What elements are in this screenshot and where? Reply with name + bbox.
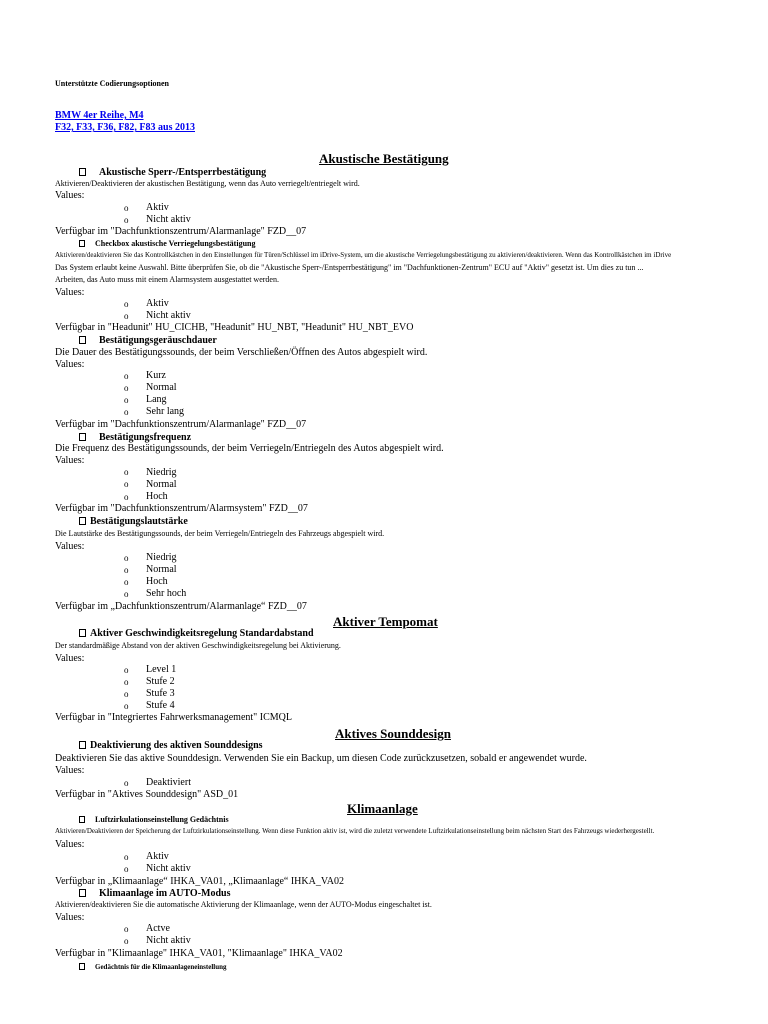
- values-label: Values:: [55, 765, 85, 776]
- option-value: Kurz: [146, 370, 166, 381]
- item-description: Aktivieren/deaktivieren Sie die automatische Aktivierung der Klimaanlage, wenn der AUTO-Modus eingeschaltet ist.: [55, 900, 432, 909]
- item-description: Das System erlaubt keine Auswahl. Bitte überprüfen Sie, ob die "Akustische Sperr-/Entsperrbestätigung" im "Dachfunktionen-Zentrum" ECU auf "Aktiv" gesetzt ist. Um dies zu tun ...: [55, 263, 644, 272]
- values-label: Values:: [55, 190, 85, 201]
- checkbox-icon: [79, 741, 86, 749]
- section-heading-climate: Klimaanlage: [347, 801, 418, 816]
- option-value: Stufe 3: [146, 688, 175, 699]
- item-title-volume: Bestätigungslautstärke: [79, 517, 188, 527]
- option-value: Level 1: [146, 664, 177, 675]
- checkbox-icon: [79, 168, 86, 176]
- bullet-icon: o: [124, 492, 129, 502]
- checkbox-icon: [79, 889, 86, 897]
- checkbox-icon: [79, 517, 86, 525]
- bullet-icon: o: [124, 383, 129, 393]
- item-title-ac-auto-mode: Klimaanlage im AUTO-Modus: [79, 889, 231, 899]
- item-title-sound-design-off: Deaktivierung des aktiven Sounddesigns: [79, 741, 263, 751]
- item-title-lock-checkbox: Checkbox akustische Verriegelungsbestätigung: [79, 240, 255, 248]
- bullet-icon: o: [124, 852, 129, 862]
- availability-text: Verfügbar in „Klimaanlage“ IHKA_VA01, „Klimaanlage“ IHKA_VA02: [55, 876, 344, 887]
- values-label: Values:: [55, 839, 85, 850]
- values-label: Values:: [55, 359, 85, 370]
- item-title-ac-setting-memory: Gedächtnis für die Klimaanlageneinstellung: [79, 963, 227, 971]
- values-label: Values:: [55, 653, 85, 664]
- option-value: Nicht aktiv: [146, 310, 191, 321]
- option-value: Niedrig: [146, 467, 177, 478]
- item-description: Die Dauer des Bestätigungssounds, der beim Verschließen/Öffnen des Autos abgespielt wird.: [55, 347, 428, 358]
- item-description: Aktivieren/Deaktivieren der akustischen Bestätigung, wenn das Auto verriegelt/entriegelt wird.: [55, 179, 360, 188]
- bullet-icon: o: [124, 701, 129, 711]
- option-value: Sehr hoch: [146, 588, 187, 599]
- bullet-icon: o: [124, 565, 129, 575]
- bullet-icon: o: [124, 589, 129, 599]
- bullet-icon: o: [124, 665, 129, 675]
- checkbox-icon: [79, 336, 86, 344]
- option-value: Aktiv: [146, 851, 169, 862]
- option-value: Nicht aktiv: [146, 863, 191, 874]
- item-title-frequency: Bestätigungsfrequenz: [79, 433, 191, 443]
- bullet-icon: o: [124, 864, 129, 874]
- checkbox-icon: [79, 629, 86, 637]
- values-label: Values:: [55, 455, 85, 466]
- link-model-name[interactable]: BMW 4er Reihe, M4: [55, 110, 144, 121]
- availability-text: Verfügbar in "Aktives Sounddesign" ASD_01: [55, 789, 239, 800]
- checkbox-icon: [79, 240, 85, 247]
- link-model-codes[interactable]: F32, F33, F36, F82, F83 aus 2013: [55, 122, 195, 133]
- bullet-icon: o: [124, 577, 129, 587]
- item-description: Aktivieren/Deaktivieren der Speicherung der Luftzirkulationseinstellung. Wenn diese Funktion aktiv ist, wird die zuletzt verwendete Luftzirkulationseinstellung beim nächsten Start des Fahrzeugs wiederhergestellt.: [55, 827, 655, 835]
- bullet-icon: o: [124, 677, 129, 687]
- bullet-icon: o: [124, 778, 129, 788]
- bullet-icon: o: [124, 371, 129, 381]
- item-description: Aktivieren/deaktivieren Sie das Kontrollkästchen in den Einstellungen für Türen/Schlüssel im iDrive-System, um die akustische Verriegelungsbestätigung zu aktivieren/deaktivieren. Wenn das Kontrollkästchen im iDrive: [55, 251, 672, 259]
- availability-text: Verfügbar in "Headunit" HU_CICHB, "Headunit" HU_NBT, "Headunit" HU_NBT_EVO: [55, 322, 414, 333]
- values-label: Values:: [55, 541, 85, 552]
- option-value: Actve: [146, 923, 170, 934]
- checkbox-icon: [79, 816, 85, 823]
- item-title-lock-confirmation: Akustische Sperr-/Entsperrbestätigung: [79, 168, 266, 178]
- values-label: Values:: [55, 912, 85, 923]
- availability-text: Verfügbar im „Dachfunktionszentrum/Alarmanlage“ FZD__07: [55, 601, 307, 612]
- bullet-icon: o: [124, 215, 129, 225]
- checkbox-icon: [79, 433, 86, 441]
- option-value: Hoch: [146, 576, 168, 587]
- option-value: Niedrig: [146, 552, 177, 563]
- item-title-air-recirculation-memory: Luftzirkulationseinstellung Gedächtnis: [79, 816, 229, 824]
- item-description: Die Lautstärke des Bestätigungssounds, der beim Verriegeln/Entriegeln des Fahrzeugs abgespielt wird.: [55, 529, 385, 538]
- availability-text: Verfügbar in "Integriertes Fahrwerksmanagement" ICMQL: [55, 712, 292, 723]
- option-value: Normal: [146, 382, 177, 393]
- option-value: Aktiv: [146, 298, 169, 309]
- option-value: Normal: [146, 564, 177, 575]
- checkbox-icon: [79, 963, 85, 970]
- section-heading-sound-design: Aktives Sounddesign: [335, 726, 451, 741]
- bullet-icon: o: [124, 936, 129, 946]
- availability-text: Verfügbar in "Klimaanlage" IHKA_VA01, "Klimaanlage" IHKA_VA02: [55, 948, 343, 959]
- item-description: Arbeiten, das Auto muss mit einem Alarmsystem ausgestattet werden.: [55, 275, 279, 284]
- availability-text: Verfügbar im "Dachfunktionszentrum/Alarmanlage" FZD__07: [55, 419, 307, 430]
- values-label: Values:: [55, 287, 85, 298]
- option-value: Nicht aktiv: [146, 935, 191, 946]
- bullet-icon: o: [124, 467, 129, 477]
- bullet-icon: o: [124, 553, 129, 563]
- bullet-icon: o: [124, 479, 129, 489]
- item-description: Deaktivieren Sie das aktive Sounddesign. Verwenden Sie ein Backup, um diesen Code zurückzusetzen, sobald er angewendet wurde.: [55, 753, 587, 764]
- availability-text: Verfügbar im "Dachfunktionszentrum/Alarmsystem" FZD__07: [55, 503, 308, 514]
- option-value: Sehr lang: [146, 406, 185, 417]
- bullet-icon: o: [124, 299, 129, 309]
- option-value: Stufe 2: [146, 676, 175, 687]
- bullet-icon: o: [124, 689, 129, 699]
- item-title-sound-duration: Bestätigungsgeräuschdauer: [79, 336, 217, 346]
- option-value: Stufe 4: [146, 700, 175, 711]
- bullet-icon: o: [124, 407, 129, 417]
- bullet-icon: o: [124, 395, 129, 405]
- option-value: Hoch: [146, 491, 168, 502]
- option-value: Aktiv: [146, 202, 169, 213]
- option-value: Deaktiviert: [146, 777, 191, 788]
- availability-text: Verfügbar im "Dachfunktionszentrum/Alarmanlage" FZD__07: [55, 226, 307, 237]
- bullet-icon: o: [124, 311, 129, 321]
- option-value: Normal: [146, 479, 177, 490]
- document-title: Unterstützte Codierungsoptionen: [55, 79, 169, 88]
- option-value: Nicht aktiv: [146, 214, 191, 225]
- item-title-acc-distance: Aktiver Geschwindigkeitsregelung Standardabstand: [79, 629, 314, 639]
- item-description: Die Frequenz des Bestätigungssounds, der beim Verriegeln/Entriegeln des Autos abgespielt wird.: [55, 443, 444, 454]
- section-heading-acoustic: Akustische Bestätigung: [319, 151, 449, 166]
- section-heading-cruise-control: Aktiver Tempomat: [333, 614, 438, 629]
- item-description: Der standardmäßige Abstand von der aktiven Geschwindigkeitsregelung bei Aktivierung.: [55, 641, 341, 650]
- option-value: Lang: [146, 394, 167, 405]
- bullet-icon: o: [124, 203, 129, 213]
- bullet-icon: o: [124, 924, 129, 934]
